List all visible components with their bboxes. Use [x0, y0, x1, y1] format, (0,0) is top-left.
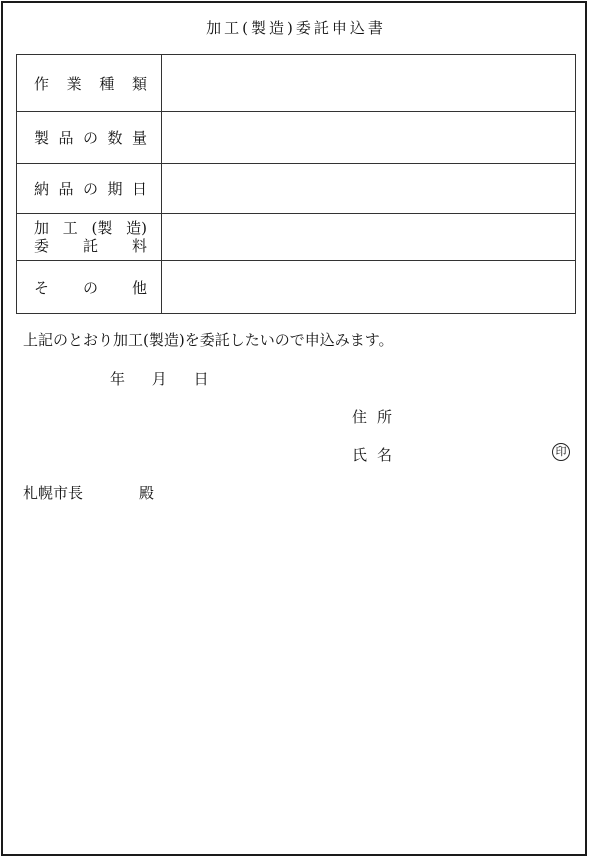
- row-label-work-type: 作 業 種 類: [17, 55, 162, 112]
- day-label: 日: [193, 370, 209, 388]
- table-row: [17, 164, 576, 214]
- table-row: [17, 55, 576, 112]
- name-label: 氏名: [352, 446, 403, 464]
- addressee-name: 札幌市長: [23, 484, 84, 502]
- table-row: [17, 214, 576, 261]
- addressee: [23, 482, 154, 503]
- table-row: [17, 261, 576, 314]
- table-row: [17, 112, 576, 164]
- delivery-date-field[interactable]: [162, 164, 576, 214]
- document-title: 加工(製造)委託申込書: [206, 19, 386, 37]
- row-label-product-quantity: 製 品 の 数 量: [17, 112, 162, 164]
- seal-mark-icon: 印: [552, 443, 570, 461]
- honorific: 殿: [139, 484, 155, 502]
- other-field[interactable]: [162, 261, 576, 314]
- application-table: [16, 54, 576, 314]
- address-label: 住所: [352, 408, 403, 426]
- work-type-field[interactable]: [162, 55, 576, 112]
- date-line: [110, 368, 209, 389]
- row-label-delivery-date: 納 品 の 期 日: [17, 164, 162, 214]
- row-label-processing-fee: 加 工 (製 造) 委 託 料: [17, 214, 162, 261]
- processing-fee-field[interactable]: [162, 214, 576, 261]
- row-label-other: そ の 他: [17, 261, 162, 314]
- month-label: 月: [151, 370, 167, 388]
- year-label: 年: [110, 370, 126, 388]
- product-quantity-field[interactable]: [162, 112, 576, 164]
- application-statement: 上記のとおり加工(製造)を委託したいので申込みます。: [23, 331, 394, 349]
